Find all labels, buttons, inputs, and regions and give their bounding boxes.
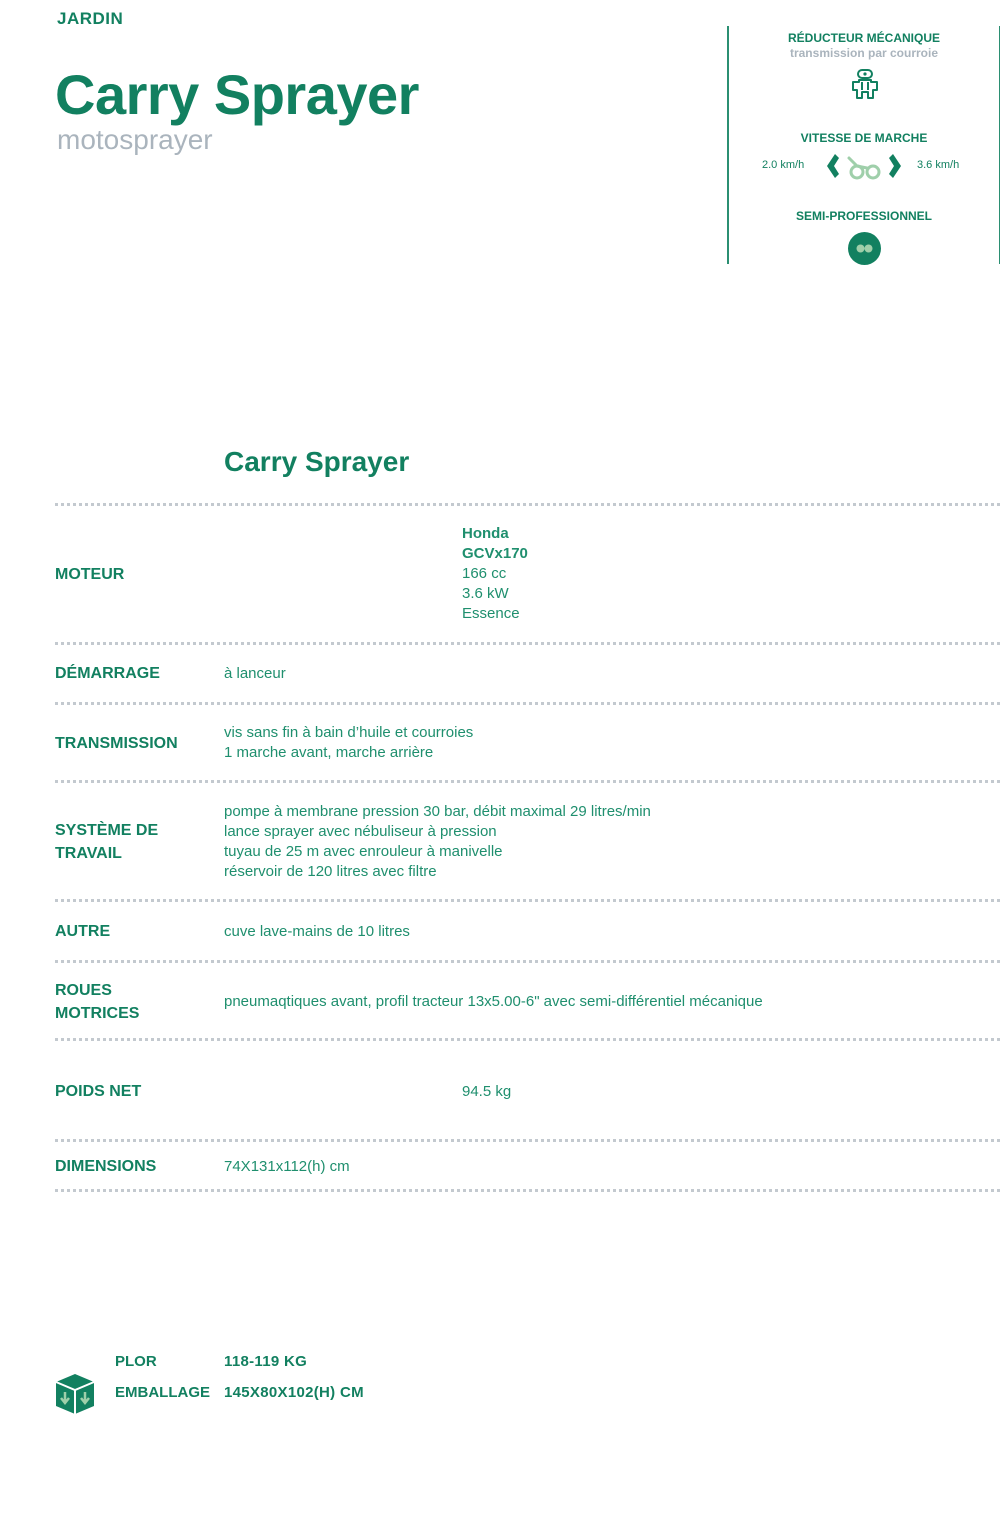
engine-power: 3.6 kW [462,585,509,602]
spec-label-dimensions: DIMENSIONS [55,1158,157,1175]
spec-value-demarrage: à lanceur [224,665,286,682]
label-line: TRAVAIL [55,845,122,862]
gear-reducer-icon [848,68,882,102]
speed-icon [823,150,905,182]
value-line: tuyau de 25 m avec enrouleur à manivelle [224,843,503,860]
emballage-label: EMBALLAGE [115,1384,210,1401]
emballage-value: 145X80X102(H) CM [224,1384,364,1401]
speed-max: 3.6 km/h [917,159,960,171]
reducer-subtitle: transmission par courroie [789,46,939,60]
engine-fuel: Essence [462,605,520,622]
spec-value-poids-net: 94.5 kg [462,1083,512,1100]
row-separator [55,642,1000,645]
engine-model: GCVx170 [462,545,528,562]
value-line: pompe à membrane pression 30 bar, débit maximal 29 litres/min [224,803,651,820]
category-label: JARDIN [57,9,124,28]
speed-min: 2.0 km/h [762,159,805,171]
feature-panel [727,26,1000,264]
engine-brand: Honda [462,525,509,542]
row-separator [55,1038,1000,1041]
row-separator [55,702,1000,705]
spec-label-transmission: TRANSMISSION [55,735,178,752]
spec-label-roues-motrices [55,979,139,1025]
package-box-icon [54,1372,96,1416]
spec-label-poids-net: POIDS NET [55,1083,142,1100]
label-line: MOTRICES [55,1005,140,1022]
value-line: lance sprayer avec nébuliseur à pression [224,823,497,840]
level-title: SEMI-PROFESSIONNEL [795,209,932,223]
specs-title: Carry Sprayer [224,446,410,477]
spec-label-moteur: MOTEUR [55,566,125,583]
speed-title: VITESSE DE MARCHE [800,131,928,145]
spec-value-autre: cuve lave-mains de 10 litres [224,923,410,940]
spec-label-demarrage: DÉMARRAGE [55,665,160,682]
engine-displacement: 166 cc [462,565,507,582]
reducer-title: RÉDUCTEUR MÉCANIQUE [787,31,940,45]
plor-label: PLOR [115,1353,157,1370]
row-separator [55,503,1000,506]
row-separator [55,1189,1000,1192]
row-separator [55,1139,1000,1142]
spec-label-autre: AUTRE [55,923,111,940]
product-subtitle: motosprayer [57,124,213,155]
label-line: SYSTÈME DE [55,822,159,839]
label-line: ROUES [55,982,112,999]
spec-value-roues-motrices: pneumaqtiques avant, profil tracteur 13x5.00-6" avec semi-différentiel mécanique [224,993,763,1010]
spec-value-dimensions: 74X131x112(h) cm [224,1158,350,1175]
spec-value-systeme-de-travail [224,802,651,882]
value-line: 1 marche avant, marche arrière [224,744,434,761]
row-separator [55,780,1000,783]
value-line: vis sans fin à bain d’huile et courroies [224,724,474,741]
value-line: réservoir de 120 litres avec filtre [224,863,437,880]
row-separator [55,960,1000,963]
row-separator [55,899,1000,902]
spec-label-systeme-de-travail [55,819,158,865]
product-title: Carry Sprayer [55,63,419,126]
semi-professional-icon [848,232,881,265]
plor-value: 118-119 KG [224,1353,308,1370]
spec-value-moteur [462,524,528,624]
spec-value-transmission [224,723,473,763]
